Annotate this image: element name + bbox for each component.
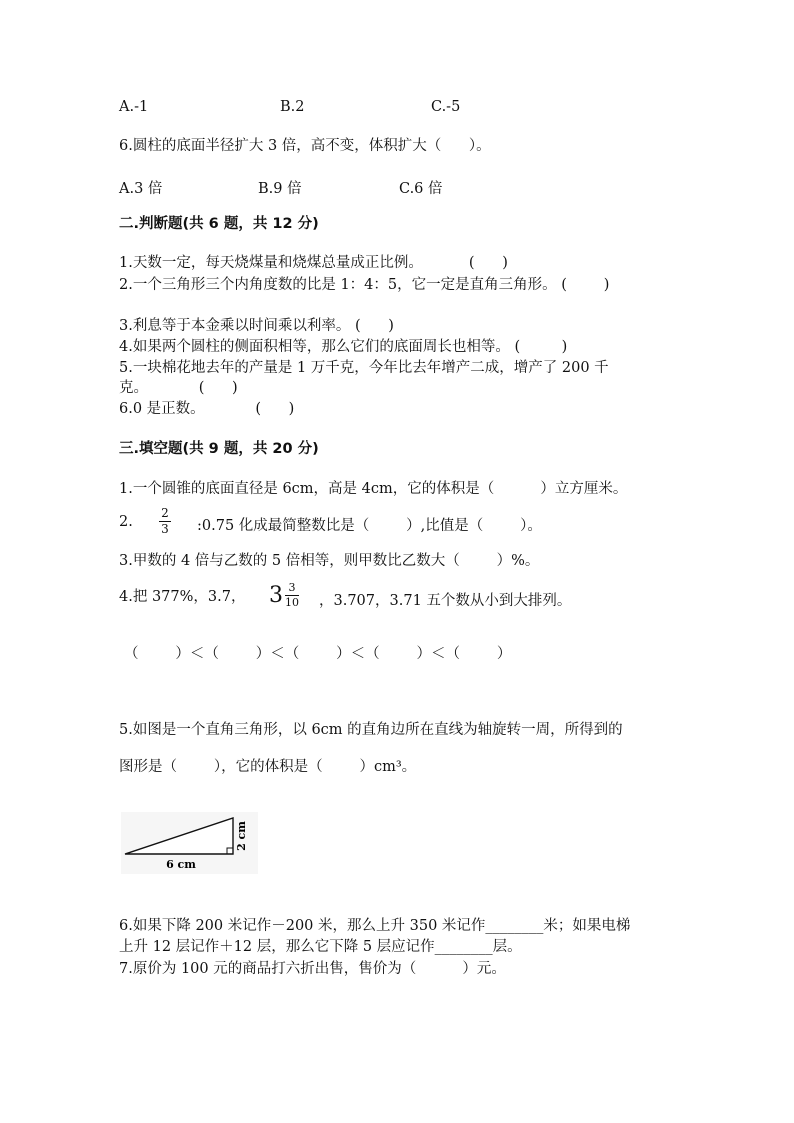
- judge-item-6: 6.0 是正数。 ( ): [119, 401, 295, 417]
- right-triangle-figure: [121, 812, 258, 874]
- fill-q5-line2: 图形是（ ），它的体积是（ ）cm³。: [119, 759, 417, 775]
- option-c: C.-5: [431, 99, 461, 115]
- option-b: B.2: [280, 99, 305, 115]
- fill-q5-line1: 5.如图是一个直角三角形，以 6cm 的直角边所在直线为轴旋转一周，所得到的: [119, 722, 623, 738]
- fill-q2-rest: :0.75 化成最简整数比是（ ）,比值是（ ）。: [197, 518, 542, 534]
- fill-q7: 7.原价为 100 元的商品打六折出售，售价为（ ）元。: [119, 961, 506, 977]
- fill-q2-number: 2.: [119, 514, 133, 530]
- q6-option-c: C.6 倍: [399, 181, 443, 197]
- mixed-fraction: [285, 582, 299, 609]
- question-6-text: 6.圆柱的底面半径扩大 3 倍，高不变，体积扩大（ ）。: [119, 138, 491, 154]
- fraction-denominator: 3: [161, 522, 169, 537]
- option-a: A.-1: [119, 99, 149, 115]
- base-label: 6 cm: [166, 858, 196, 871]
- judge-item-1: 1.天数一定，每天烧煤量和烧煤总量成正比例。 ( ): [119, 255, 508, 271]
- judge-item-5-cont: 克。 ( ): [119, 380, 238, 396]
- q6-option-b: B.9 倍: [258, 181, 302, 197]
- section-2-title: 二.判断题(共 6 题，共 12 分): [119, 216, 319, 232]
- height-label: 2 cm: [235, 821, 248, 851]
- fill-q4-part1: 4.把 377%，3.7，: [119, 589, 246, 605]
- mixed-whole: 3: [269, 583, 283, 609]
- fill-q3: 3.甲数的 4 倍与乙数的 5 倍相等，则甲数比乙数大（ ）%。: [119, 553, 540, 569]
- fill-q4-blanks: （ ）＜（ ）＜（ ）＜（ ）＜（ ）: [124, 646, 512, 662]
- section-3-title: 三.填空题(共 9 题，共 20 分): [119, 441, 319, 457]
- fill-q6-line2: 上升 12 层记作＋12 层，那么它下降 5 层应记作________层。: [119, 939, 522, 955]
- fraction-two-thirds: [159, 507, 171, 536]
- judge-item-4: 4.如果两个圆柱的侧面积相等，那么它们的底面周长也相等。 ( ): [119, 339, 568, 355]
- q6-option-a: A.3 倍: [119, 181, 163, 197]
- mixed-numerator: 3: [288, 581, 296, 594]
- fill-q4-part2: ，3.707，3.71 五个数从小到大排列。: [319, 593, 572, 609]
- fraction-numerator: 2: [161, 506, 169, 520]
- mixed-number: [269, 582, 299, 609]
- judge-item-3: 3.利息等于本金乘以时间乘以利率。 ( ): [119, 318, 394, 334]
- fill-q1: 1.一个圆锥的底面直径是 6cm，高是 4cm，它的体积是（ ）立方厘米。: [119, 481, 628, 497]
- judge-item-2: 2.一个三角形三个内角度数的比是 1：4：5，它一定是直角三角形。 ( ): [119, 277, 610, 293]
- fill-q6-line1: 6.如果下降 200 米记作－200 米，那么上升 350 米记作________米；如果电梯: [119, 918, 631, 934]
- mixed-denominator: 10: [285, 596, 299, 610]
- judge-item-5: 5.一块棉花地去年的产量是 1 万千克，今年比去年增产二成，增产了 200 千: [119, 360, 609, 376]
